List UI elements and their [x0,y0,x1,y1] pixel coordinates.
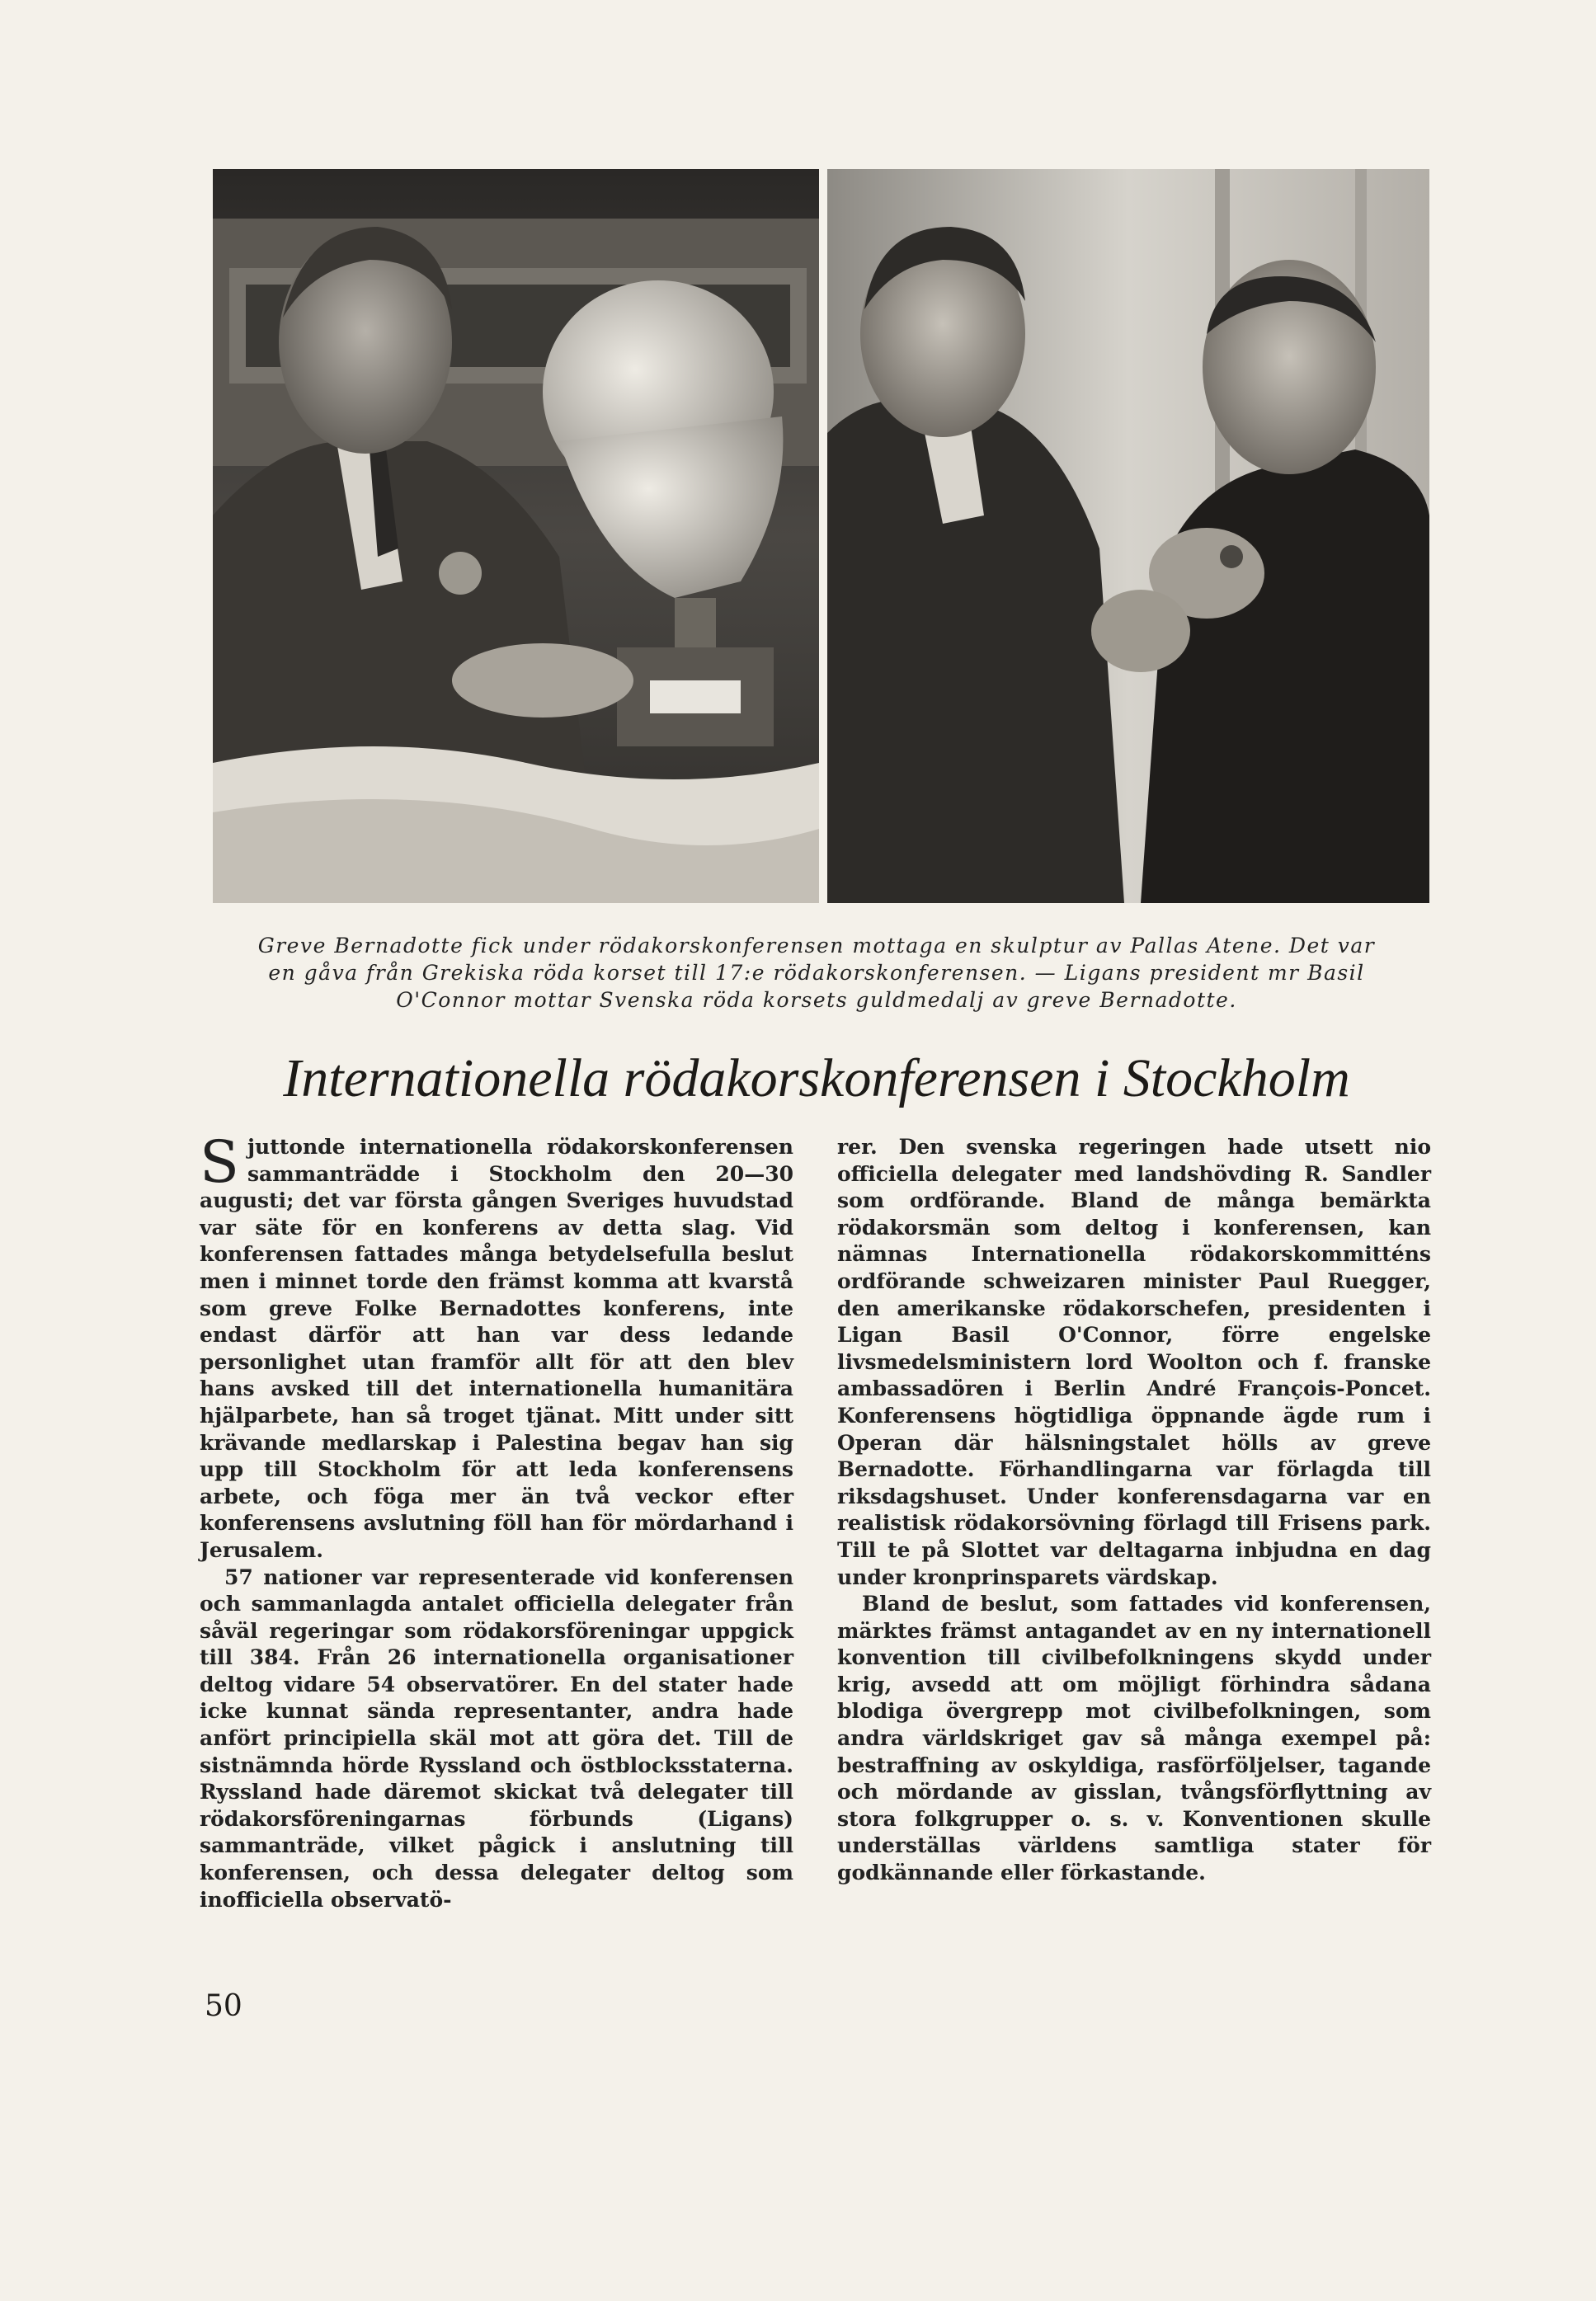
caption-line-3: O'Connor mottar Svenska röda korsets guldmedalj av greve Bernadotte. [396,988,1237,1012]
paragraph-intro-text: juttonde internationella rödakorskonferensen sammanträdde i Stockholm den 20—30 augusti; det var första gången Sveriges huvudstad var säte för en konferens av detta slag. Vid konferensen fattades många betydelsefulla beslut men i minnet torde den främst komma att kvarstå som greve Folke Bernadottes konferens, inte endast därför att han var dess ledande personlighet utan framför allt för att den blev hans avsked till det internationella humanitära hjälparbete, han så troget tjänat. Mitt under sitt krävande medlarskap i Palestina begav han sig upp till Stockholm för att leda konferensens arbete, och föga mer än två veckor efter konferensens avslutning föll han för mördarhand i Jerusalem. [200,1135,793,1562]
article-column-left [200,1128,793,1913]
photo-left-image [213,169,819,903]
article-headline: Internationella rödakorskonferensen i Stockholm [283,1048,1350,1108]
photo-caption [198,932,1435,1014]
photo-bernadotte-sculpture [213,169,819,903]
drop-cap: S [200,1128,239,1196]
paragraph-intro [200,1128,793,1565]
paragraph-delegates: rer. Den svenska regeringen hade utsett nio officiella delegater med landshövding R. Sandler som ordförande. Bland de många bemärkta rödakorsmän som deltog i konferensen, kan nämnas Internationella rödakorskommitténs ordförande schweizaren minister Paul Ruegger, den amerikanske rödakorschefen, presidenten i Ligan Basil O'Connor, förre engelske livsmedelsministern lord Woolton och f. franske ambassadören i Berlin André François-Poncet. Konferensens högtidliga öppnande ägde rum i Operan där hälsningstalet hölls av greve Bernadotte. Förhandlingarna var förlagda till riksdagshuset. Under konferensdagarna var en realistisk rödakorsövning förlagd till Frisens park. Till te på Slottet var deltagarna inbjudna en dag under kronprinsparets värdskap. [837,1135,1431,1589]
caption-line-1: Greve Bernadotte fick under rödakorskonferensen mottaga en skulptur av Pallas Atene. Det var [257,934,1376,958]
paragraph-nations: 57 nationer var representerade vid konferensen och sammanlagda antalet officiella delegater från såväl regeringar som rödakorsföreningar uppgick till 384. Från 26 internationella organisationer deltog vidare 54 observatörer. En del stater hade icke kunnat sända representanter, andra hade anfört principiella skäl mot att göra det. Till de sistnämnda hörde Ryssland och östblocksstaterna. Ryssland hade däremot skickat två delegater till rödakorsföreningarnas förbunds (Ligans) sammanträde, vilket pågick i anslutning till konferensen, och dessa delegater deltog som inofficiella observatö- [200,1565,793,1912]
caption-line-2: en gåva från Grekiska röda korset till 17:e rödakorskonferensen. — Ligans president mr Basil [268,961,1365,985]
page-number: 50 [205,1989,242,2023]
photo-right-image [827,169,1429,903]
photo-oconnor-medal [827,169,1429,903]
article-column-right [837,1134,1431,1887]
paragraph-convention: Bland de beslut, som fattades vid konferensen, märktes främst antagandet av en ny internationell konvention till civilbefolkningens skydd under krig, avsedd att om möjligt förhindra sådana blodiga övergrepp mot civilbefolkningen, som andra världskriget gav så många exempel på: bestraffning av oskyldiga, rasförföljelser, tagande och mördande av gisslan, tvångsförflyttning av stora folkgrupper o. s. v. Konventionen skulle underställas världens samtliga stater för godkännande eller förkastande. [837,1592,1431,1885]
